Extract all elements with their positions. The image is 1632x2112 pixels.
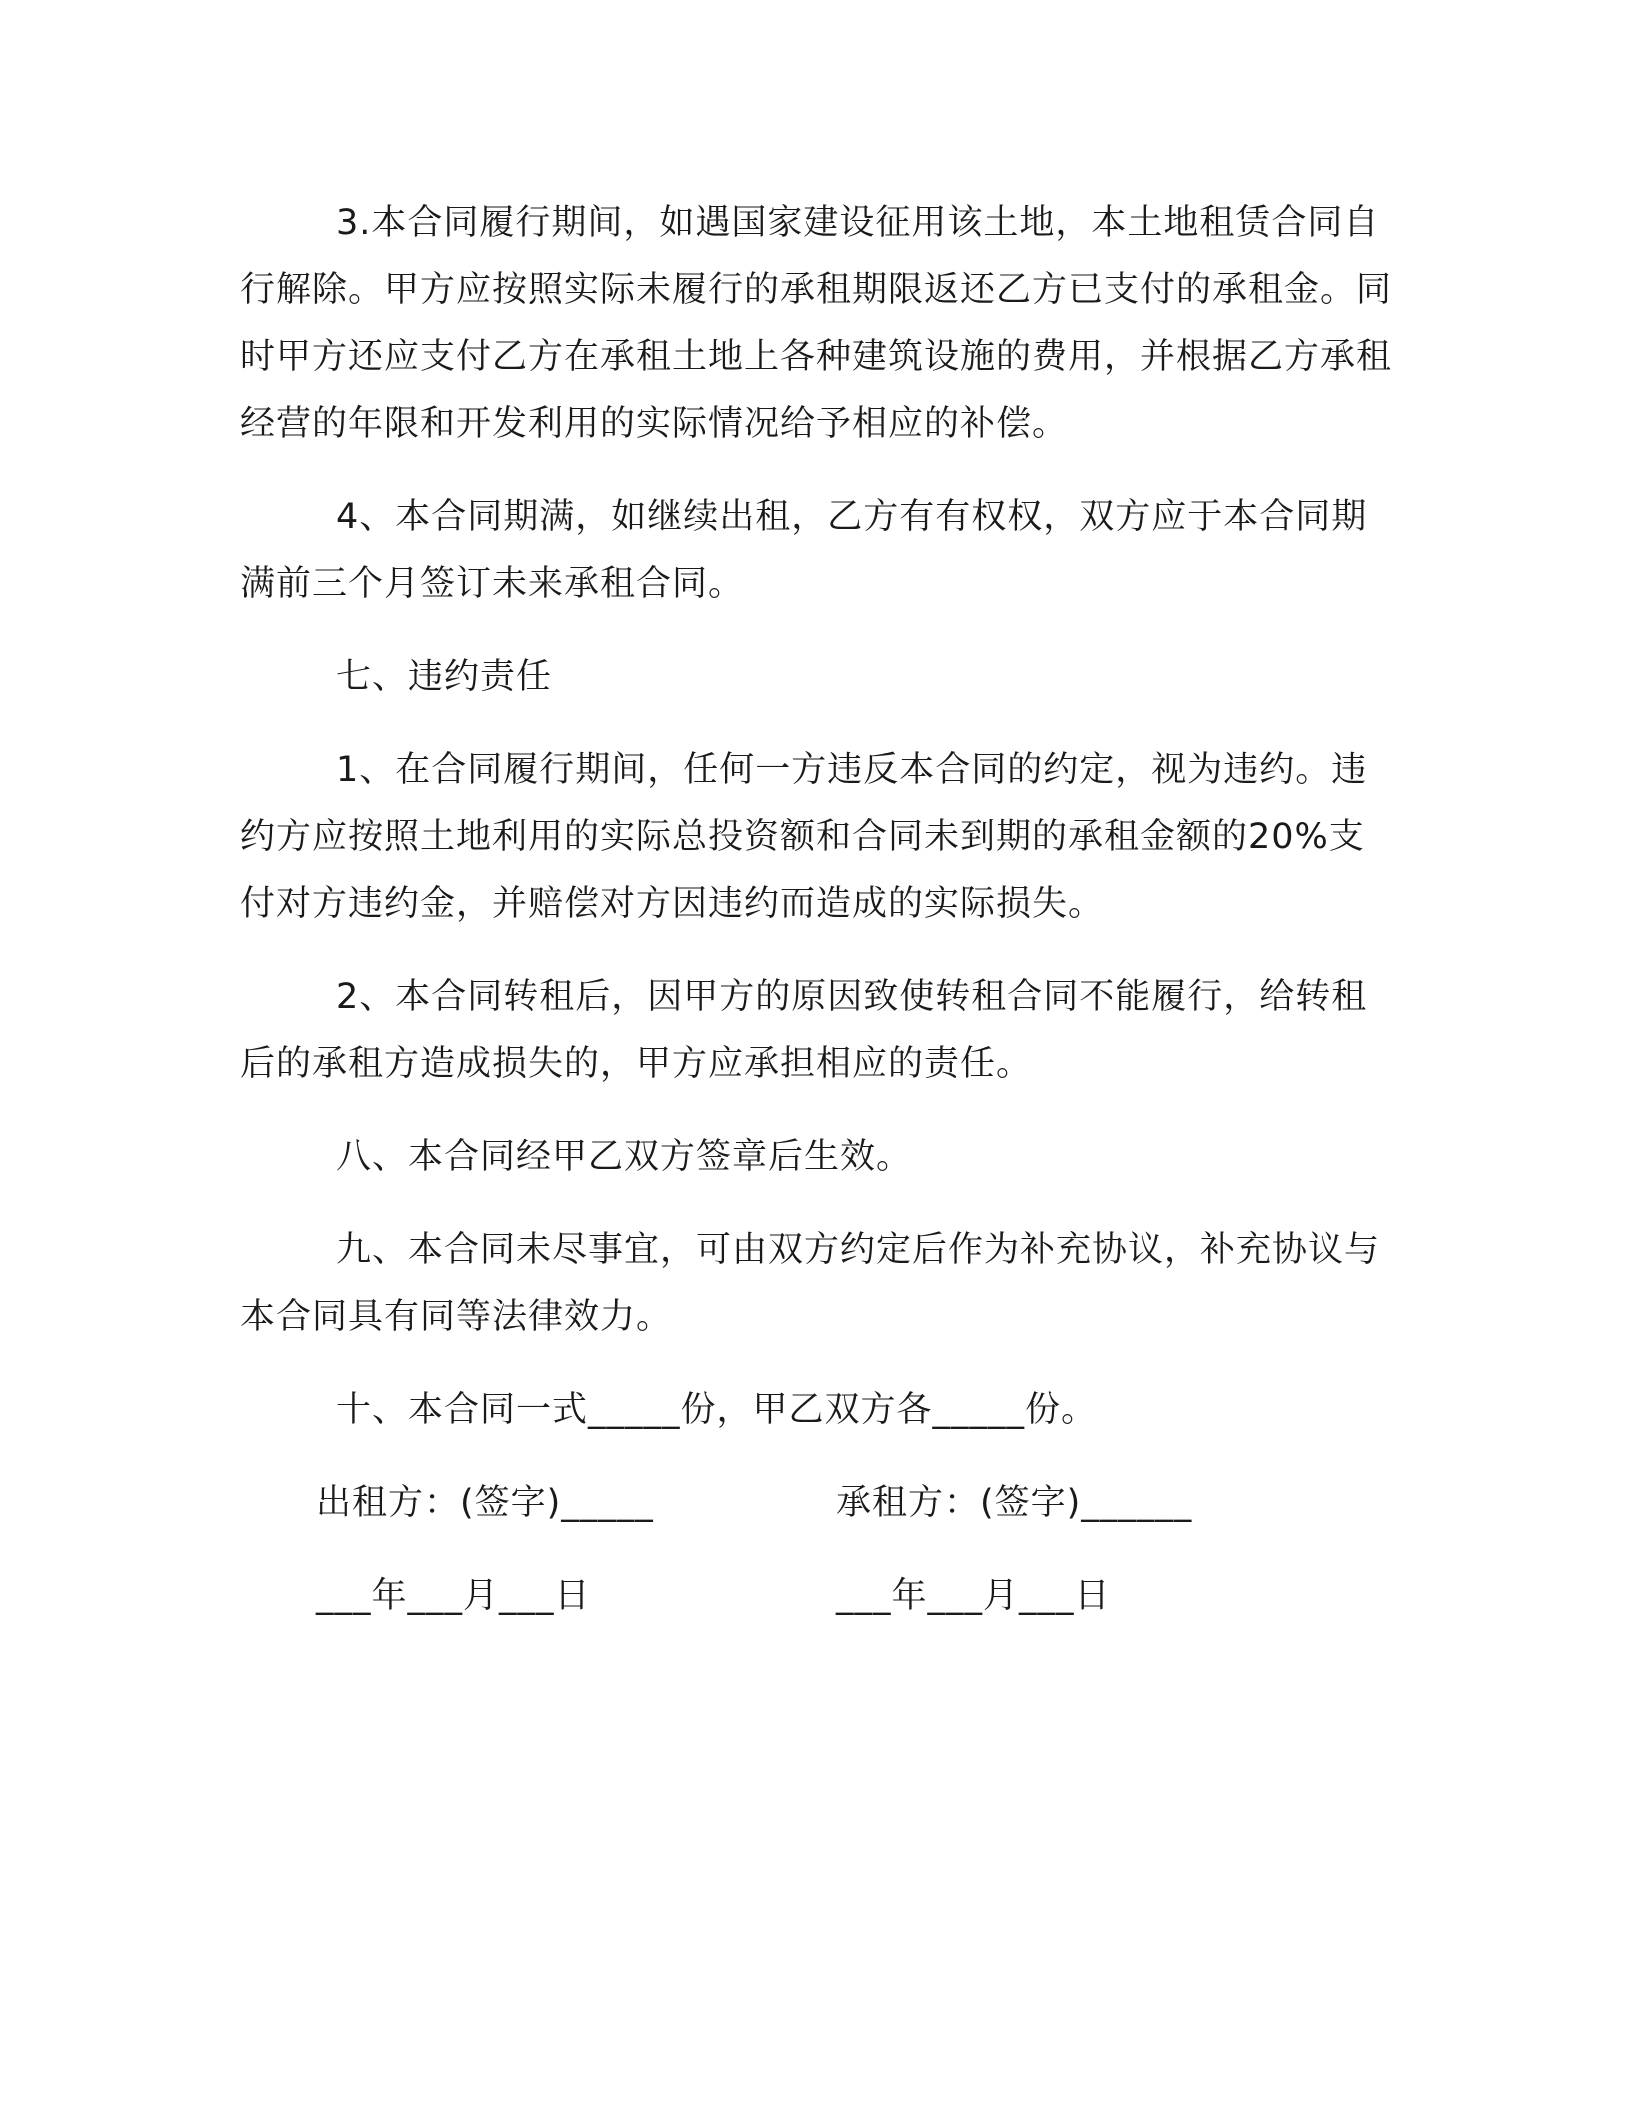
signature-row: [240, 1470, 1400, 1537]
section-9-paragraph: 九、本合同未尽事宜，可由双方约定后作为补充协议，补充协议与本合同具有同等法律效力。: [240, 1230, 1381, 1337]
section-7-clause-1: 1、在合同履行期间，任何一方违反本合同的约定，视为违约。违约方应按照土地利用的实际总投资额和合同未到期的承租金额的20%支付对方违约金，并赔偿对方因违约而造成的实际损失。: [240, 750, 1368, 924]
lessor-signature: 出租方：(签字)_____: [316, 1483, 654, 1523]
section-8-paragraph: 八、本合同经甲乙双方签章后生效。: [336, 1137, 913, 1177]
document-body: [240, 190, 1400, 1656]
clause-4-paragraph: 4、本合同期满，如继续出租，乙方有有权权，双方应于本合同期满前三个月签订未来承租合同。: [240, 497, 1368, 604]
section-7-clause-2: 2、本合同转租后，因甲方的原因致使转租合同不能履行，给转租后的承租方造成损失的，甲方应承担相应的责任。: [240, 977, 1368, 1084]
lessee-signature: 承租方：(签字)______: [836, 1483, 1193, 1523]
lessee-date: ___年___月___日: [836, 1576, 1111, 1616]
date-row: [240, 1563, 1400, 1630]
clause-3-paragraph: 3.本合同履行期间，如遇国家建设征用该土地，本土地租赁合同自行解除。甲方应按照实际未履行的承租期限返还乙方已支付的承租金。同时甲方还应支付乙方在承租土地上各种建筑设施的费用，并根据乙方承租经营的年限和开发利用的实际情况给予相应的补偿。: [240, 203, 1393, 444]
section-10-paragraph: 十、本合同一式_____份，甲乙双方各_____份。: [336, 1390, 1098, 1430]
section-7-heading: 七、违约责任: [336, 657, 553, 697]
lessor-date: ___年___月___日: [316, 1576, 591, 1616]
